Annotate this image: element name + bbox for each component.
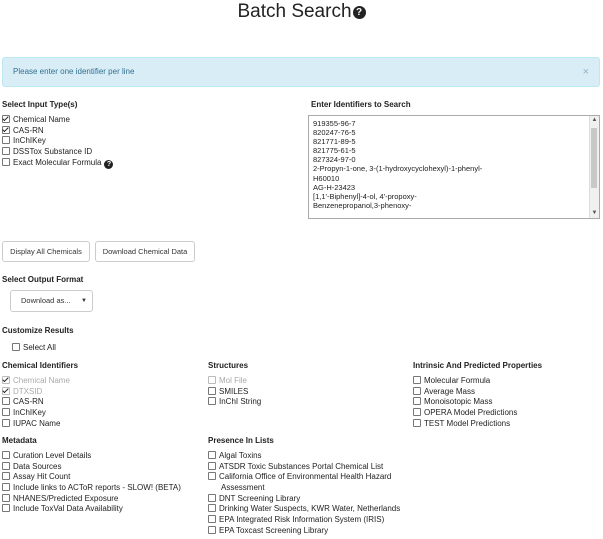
output-format-select[interactable] [10, 290, 93, 312]
checkbox[interactable] [2, 147, 10, 155]
identifier-line: 827324-97-0 [313, 155, 356, 165]
checkbox[interactable] [208, 526, 216, 534]
option-molecular-formula[interactable]: Molecular Formula [413, 376, 598, 387]
option-toxval-availability[interactable]: Include ToxVal Data Availability [2, 504, 202, 515]
identifier-line: 919355-96-7 [313, 119, 356, 128]
lists-list [208, 451, 408, 537]
identifier-line: Benzenepropanol,3-phenoxy- [313, 200, 412, 210]
identifier-line: 821771-89-5 [313, 137, 356, 147]
checkbox[interactable] [413, 376, 421, 384]
caret-down-icon: ▼ [81, 298, 87, 304]
checkbox[interactable] [208, 397, 216, 405]
checkbox[interactable] [2, 451, 10, 459]
input-type-inchikey[interactable]: InChIKey [2, 136, 202, 147]
option-smiles[interactable]: SMILES [208, 387, 403, 398]
checkbox[interactable] [208, 472, 216, 480]
input-type-cas-rn[interactable]: CAS-RN [2, 126, 202, 137]
properties-heading: Intrinsic And Predicted Properties [413, 361, 543, 370]
checkbox[interactable] [2, 462, 10, 470]
checkbox [2, 387, 10, 395]
chemical-identifiers-heading: Chemical Identifiers [2, 361, 79, 370]
help-icon[interactable]: ? [104, 160, 113, 169]
option-inchikey[interactable]: InChIKey [2, 408, 197, 419]
option-test-predictions[interactable]: TEST Model Predictions [413, 419, 598, 430]
identifier-line: 821775-61-5 [313, 146, 356, 156]
option-average-mass[interactable]: Average Mass [413, 387, 598, 398]
option-epa-toxcast[interactable]: EPA Toxcast Screening Library [208, 526, 408, 537]
alert-message: Please enter one identifier per line [13, 67, 135, 76]
option-epa-iris[interactable]: EPA Integrated Risk Information System (IRIS) [208, 515, 408, 526]
display-all-chemicals-button[interactable]: Display All Chemicals [2, 241, 90, 262]
option-atsdr[interactable]: ATSDR Toxic Substances Portal Chemical List [208, 462, 408, 473]
identifier-line: H60010 [313, 173, 340, 183]
structures-list [208, 376, 403, 408]
identifier-line: [1,1'-Biphenyl]-4-ol, 4'-propoxy- [313, 191, 417, 201]
checkbox[interactable] [2, 504, 10, 512]
option-chemical-name: Chemical Name [2, 376, 197, 387]
option-curation-level[interactable]: Curation Level Details [2, 451, 202, 462]
option-inchi-string[interactable]: InChI String [208, 397, 403, 408]
checkbox[interactable] [2, 472, 10, 480]
checkbox[interactable] [208, 451, 216, 459]
properties-list [413, 376, 598, 429]
identifier-line: AG-H-23423 [313, 182, 356, 192]
select-all-checkbox[interactable]: Select All [12, 343, 56, 354]
download-chemical-data-button[interactable]: Download Chemical Data [95, 241, 195, 262]
close-icon[interactable]: × [582, 66, 589, 78]
option-actor-links[interactable]: Include links to ACToR reports - SLOW! (BETA) [2, 483, 202, 494]
info-alert [2, 57, 600, 87]
output-format-heading: Select Output Format [2, 275, 84, 284]
metadata-heading: Metadata [2, 436, 37, 445]
scrollbar-thumb[interactable] [591, 128, 597, 188]
option-dtxsid: DTXSID [2, 387, 197, 398]
checkbox[interactable] [413, 397, 421, 405]
option-nhanes-exposure[interactable]: NHANES/Predicted Exposure [2, 494, 202, 505]
option-algal-toxins[interactable]: Algal Toxins [208, 451, 408, 462]
lists-heading: Presence In Lists [208, 436, 274, 445]
checkbox[interactable] [208, 462, 216, 470]
option-kwr-water[interactable]: Drinking Water Suspects, KWR Water, Netherlands [208, 504, 408, 515]
option-cas-rn[interactable]: CAS-RN [2, 397, 197, 408]
checkbox[interactable] [2, 408, 10, 416]
help-icon[interactable]: ? [353, 6, 366, 19]
checkbox[interactable] [12, 343, 20, 351]
checkbox[interactable] [208, 494, 216, 502]
option-california-oehha[interactable]: California Office of Environmental Health Hazard Assessment [208, 472, 408, 493]
checkbox[interactable] [2, 126, 10, 134]
option-monoisotopic-mass[interactable]: Monoisotopic Mass [413, 397, 598, 408]
chemical-identifiers-list [2, 376, 197, 429]
option-mol-file: Mol File [208, 376, 403, 387]
customize-heading: Customize Results [2, 326, 74, 335]
option-data-sources[interactable]: Data Sources [2, 462, 202, 473]
page-title: Batch Search [237, 1, 352, 22]
checkbox[interactable] [208, 515, 216, 523]
checkbox [208, 376, 216, 384]
textarea-scrollbar[interactable] [589, 116, 599, 218]
page-title-row [0, 0, 603, 24]
checkbox[interactable] [208, 504, 216, 512]
checkbox[interactable] [2, 397, 10, 405]
checkbox[interactable] [413, 387, 421, 395]
identifier-line: 2-Propyn-1-one, 3-(1-hydroxycyclohexyl)-1-phenyl- [313, 164, 483, 174]
identifier-line: 820247-76-5 [313, 128, 356, 138]
scroll-down-icon[interactable]: ▼ [591, 210, 598, 216]
scroll-up-icon[interactable]: ▲ [591, 117, 598, 123]
option-dnt-screening[interactable]: DNT Screening Library [208, 494, 408, 505]
input-types-list [2, 115, 202, 168]
checkbox [2, 376, 10, 384]
input-types-heading: Select Input Type(s) [2, 100, 78, 109]
output-format-selected: Download as... [21, 296, 71, 305]
metadata-list [2, 451, 202, 515]
checkbox[interactable] [2, 483, 10, 491]
option-opera-predictions[interactable]: OPERA Model Predictions [413, 408, 598, 419]
input-type-exact-formula[interactable]: Exact Molecular Formula ? [2, 158, 202, 169]
option-iupac-name[interactable]: IUPAC Name [2, 419, 197, 430]
checkbox[interactable] [2, 115, 10, 123]
checkbox[interactable] [2, 158, 10, 166]
checkbox[interactable] [2, 136, 10, 144]
option-assay-hit-count[interactable]: Assay Hit Count [2, 472, 202, 483]
identifiers-heading: Enter Identifiers to Search [311, 100, 411, 109]
structures-heading: Structures [208, 361, 249, 370]
input-type-chemical-name[interactable]: Chemical Name [2, 115, 202, 126]
checkbox[interactable] [413, 408, 421, 416]
checkbox[interactable] [208, 387, 216, 395]
checkbox[interactable] [2, 419, 10, 427]
checkbox[interactable] [413, 419, 421, 427]
identifiers-textarea[interactable] [308, 115, 600, 219]
checkbox[interactable] [2, 494, 10, 502]
input-type-dsstox-id[interactable]: DSSTox Substance ID [2, 147, 202, 158]
